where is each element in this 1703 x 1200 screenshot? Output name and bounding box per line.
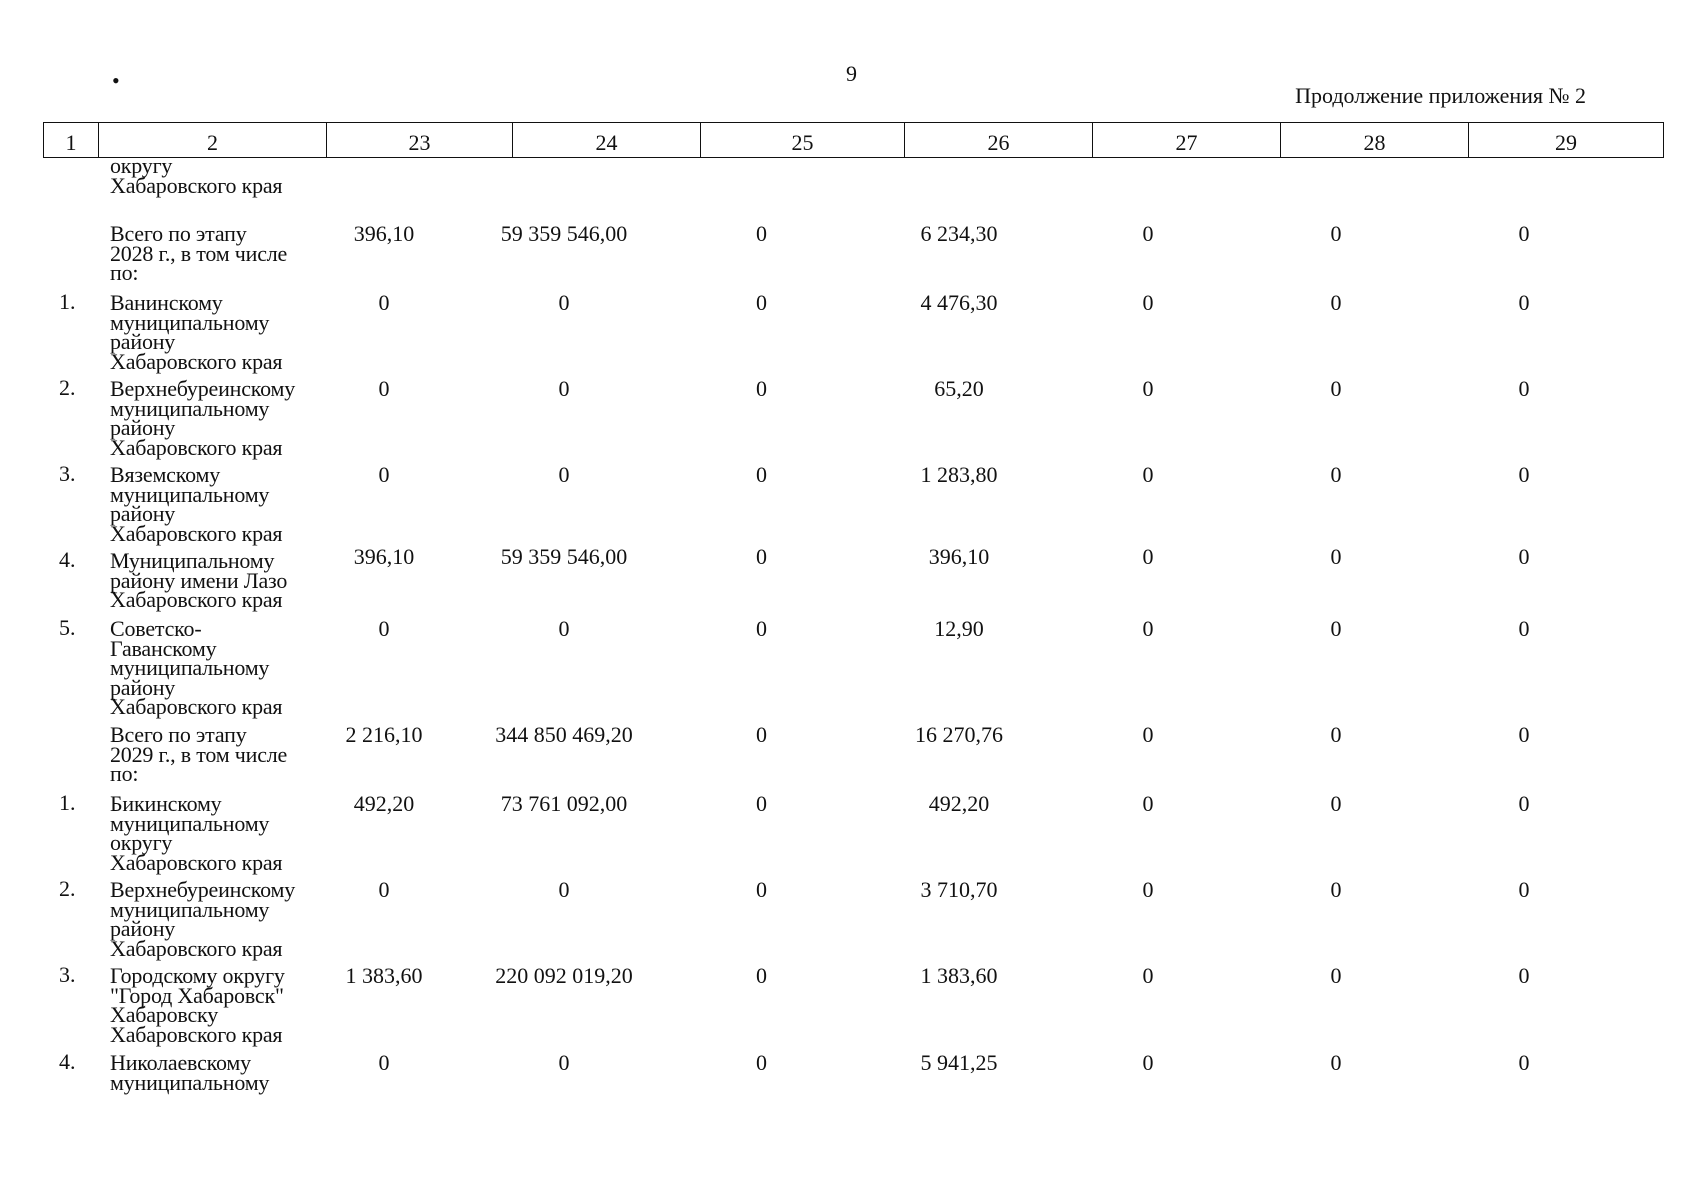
- row-name-line: Всего по этапу: [110, 221, 247, 246]
- header-row: [44, 123, 1664, 158]
- value-cell-col-26: 6 234,30: [920, 221, 998, 246]
- row-number: 1.: [59, 289, 76, 314]
- value-cell-col-27: 0: [1142, 376, 1154, 401]
- row-name-line: 2029 г., в том числе: [110, 741, 288, 767]
- value-cell-col-23: 2 216,10: [345, 722, 423, 747]
- row-name-line: Советско-: [110, 616, 202, 641]
- row-name-line: Городскому округу: [110, 963, 285, 988]
- page-mark: •: [112, 68, 120, 93]
- table-row: [43, 944, 1663, 1047]
- column-header: 25: [701, 123, 905, 158]
- value-cell-col-23: 492,20: [353, 791, 415, 816]
- value-cell-col-26: 396,10: [928, 544, 990, 569]
- value-cell-col-24: 73 761 092,00: [500, 791, 628, 816]
- value-cell-col-24: 0: [558, 376, 570, 401]
- value-cell-col-25: 0: [756, 221, 767, 246]
- value-cell-col-24: 0: [558, 877, 570, 902]
- page-number: 9: [846, 61, 857, 86]
- value-cell-col-27: 0: [1142, 544, 1154, 569]
- row-name-line: по:: [110, 260, 139, 285]
- row-name-line: 2028 г., в том числе: [110, 240, 288, 266]
- value-cell-col-28: 0: [1330, 462, 1342, 487]
- value-cell-col-24: 0: [558, 616, 570, 641]
- value-cell-col-28: 0: [1330, 544, 1342, 569]
- column-header: 26: [905, 123, 1093, 158]
- row-name-line: Ванинскому: [110, 290, 223, 315]
- table-row: [43, 703, 1663, 786]
- column-header: 23: [327, 123, 513, 158]
- table-row: [43, 529, 1663, 612]
- row-name-line: по:: [110, 761, 139, 786]
- row-name-line: муниципальному: [110, 810, 270, 836]
- value-cell-col-24: 0: [558, 1050, 570, 1075]
- value-cell-col-29: 0: [1518, 791, 1530, 816]
- value-cell-col-26: 1 283,80: [920, 462, 998, 487]
- value-cell-col-27: 0: [1142, 877, 1154, 902]
- row-name-line: Николаевскому: [110, 1050, 251, 1075]
- value-cell-col-23: 0: [378, 290, 390, 315]
- value-cell-col-26: 12,90: [934, 616, 984, 641]
- row-name-line: Хабаровского края: [110, 348, 283, 374]
- row-number: 2.: [59, 876, 76, 901]
- row-name-line: району: [110, 674, 176, 700]
- value-cell-col-23: 1 383,60: [345, 963, 423, 988]
- value-cell-col-25: 0: [756, 290, 767, 315]
- value-cell-col-24: 0: [558, 290, 570, 315]
- value-cell-col-24: 59 359 546,00: [500, 544, 628, 569]
- row-name-line: округу: [110, 153, 173, 178]
- value-cell-col-27: 0: [1142, 616, 1154, 641]
- value-cell-col-26: 16 270,76: [915, 722, 1003, 747]
- value-cell-col-23: 396,10: [353, 544, 415, 569]
- value-cell-col-28: 0: [1330, 616, 1342, 641]
- row-name-line: Верхнебуреинскому: [110, 376, 296, 401]
- value-cell-col-23: 0: [378, 616, 390, 641]
- value-cell-col-29: 0: [1518, 722, 1530, 747]
- row-number: 5.: [59, 615, 76, 640]
- row-number: 3.: [59, 461, 76, 486]
- row-name-line: Хабаровску: [110, 1002, 219, 1027]
- row-name-line: Бикинскому: [110, 791, 222, 816]
- value-cell-col-25: 0: [756, 544, 767, 569]
- row-name-line: Хабаровского края: [110, 935, 283, 961]
- row-name-line: муниципальному: [110, 309, 270, 335]
- row-name-line: муниципальному: [110, 896, 270, 922]
- row-name-line: муниципальному: [110, 395, 270, 421]
- row-name-line: муниципальному: [110, 481, 270, 507]
- row-name-line: муниципальному: [110, 1069, 270, 1095]
- value-cell-col-29: 0: [1518, 1050, 1530, 1075]
- row-name-line: району: [110, 501, 176, 526]
- value-cell-col-27: 0: [1142, 290, 1154, 315]
- value-cell-col-25: 0: [756, 616, 767, 641]
- value-cell-col-27: 0: [1142, 963, 1154, 988]
- row-name-line: Верхнебуреинскому: [110, 877, 296, 902]
- row-name-line: Хабаровского края: [110, 1021, 283, 1047]
- column-header: 29: [1469, 123, 1664, 158]
- value-cell-col-28: 0: [1330, 376, 1342, 401]
- column-header: 1: [44, 123, 99, 158]
- table-body: [43, 153, 1663, 1095]
- value-cell-col-23: 0: [378, 1050, 390, 1075]
- table-row: [43, 597, 1663, 719]
- table-row: [43, 271, 1663, 374]
- value-cell-col-26: 3 710,70: [920, 877, 998, 902]
- value-cell-col-29: 0: [1518, 462, 1530, 487]
- row-name-line: Вяземскому: [110, 462, 221, 487]
- row-name-line: району: [110, 415, 176, 440]
- value-cell-col-24: 344 850 469,20: [495, 722, 633, 747]
- value-cell-col-25: 0: [756, 722, 767, 747]
- row-name-line: Хабаровского края: [110, 434, 283, 460]
- value-cell-col-29: 0: [1518, 376, 1530, 401]
- value-cell-col-26: 1 383,60: [920, 963, 998, 988]
- value-cell-col-29: 0: [1518, 616, 1530, 641]
- value-cell-col-28: 0: [1330, 877, 1342, 902]
- value-cell-col-25: 0: [756, 376, 767, 401]
- value-cell-col-29: 0: [1518, 544, 1530, 569]
- value-cell-col-24: 220 092 019,20: [495, 963, 633, 988]
- value-cell-col-29: 0: [1518, 877, 1530, 902]
- column-header: 28: [1281, 123, 1469, 158]
- value-cell-col-29: 0: [1518, 290, 1530, 315]
- row-name-line: муниципальному: [110, 655, 270, 680]
- value-cell-col-27: 0: [1142, 722, 1154, 747]
- value-cell-col-28: 0: [1330, 791, 1342, 816]
- row-number: 1.: [59, 790, 76, 815]
- value-cell-col-23: 0: [378, 462, 390, 487]
- value-cell-col-25: 0: [756, 963, 767, 988]
- value-cell-col-27: 0: [1142, 1050, 1154, 1075]
- row-name-line: Хабаровского края: [110, 694, 283, 719]
- value-cell-col-27: 0: [1142, 791, 1154, 816]
- table-row: [43, 202, 1663, 285]
- value-cell-col-26: 65,20: [934, 376, 984, 401]
- row-name-line: Муниципальному: [110, 548, 275, 573]
- column-header: 2: [99, 123, 327, 158]
- value-cell-col-24: 0: [558, 462, 570, 487]
- row-name-line: Хабаровского края: [110, 172, 283, 198]
- value-cell-col-25: 0: [756, 877, 767, 902]
- table-row: [43, 153, 1663, 202]
- table-row: [43, 858, 1663, 961]
- value-cell-col-25: 0: [756, 1050, 767, 1075]
- value-cell-col-29: 0: [1518, 963, 1530, 988]
- value-cell-col-26: 492,20: [928, 791, 990, 816]
- column-header: 27: [1093, 123, 1281, 158]
- row-number: 4.: [59, 547, 76, 572]
- row-number: 4.: [59, 1049, 76, 1074]
- value-cell-col-29: 0: [1518, 221, 1530, 246]
- value-cell-col-25: 0: [756, 791, 767, 816]
- row-name-line: району: [110, 916, 176, 941]
- value-cell-col-28: 0: [1330, 722, 1342, 747]
- value-cell-col-25: 0: [756, 462, 767, 487]
- table-row: [43, 1031, 1663, 1095]
- value-cell-col-26: 4 476,30: [920, 290, 998, 315]
- value-cell-col-24: 59 359 546,00: [500, 221, 628, 246]
- row-name-line: Хабаровского края: [110, 849, 283, 875]
- row-name-line: Всего по этапу: [110, 722, 247, 747]
- row-name-line: району имени Лазо: [110, 567, 288, 593]
- row-name-line: Гаванскому: [110, 635, 217, 661]
- table-row: [43, 357, 1663, 460]
- table-row: [43, 772, 1663, 875]
- value-cell-col-28: 0: [1330, 1050, 1342, 1075]
- column-number-header: [43, 122, 1664, 158]
- value-cell-col-28: 0: [1330, 221, 1342, 246]
- table-row: [43, 443, 1663, 546]
- value-cell-col-27: 0: [1142, 462, 1154, 487]
- value-cell-col-28: 0: [1330, 963, 1342, 988]
- row-name-line: Хабаровского края: [110, 587, 283, 612]
- value-cell-col-23: 0: [378, 376, 390, 401]
- row-number: 3.: [59, 962, 76, 987]
- value-cell-col-27: 0: [1142, 221, 1154, 246]
- row-name: [110, 153, 345, 198]
- row-name-line: "Город Хабаровск": [110, 982, 284, 1008]
- row-name-line: Хабаровского края: [110, 520, 283, 546]
- value-cell-col-23: 396,10: [353, 221, 415, 246]
- value-cell-col-28: 0: [1330, 290, 1342, 315]
- value-cell-col-26: 5 941,25: [920, 1050, 998, 1075]
- value-cell-col-23: 0: [378, 877, 390, 902]
- column-header: 24: [513, 123, 701, 158]
- row-name-line: округу: [110, 830, 173, 855]
- row-number: 2.: [59, 375, 76, 400]
- appendix-label: Продолжение приложения № 2: [1295, 83, 1586, 108]
- row-name-line: району: [110, 329, 176, 354]
